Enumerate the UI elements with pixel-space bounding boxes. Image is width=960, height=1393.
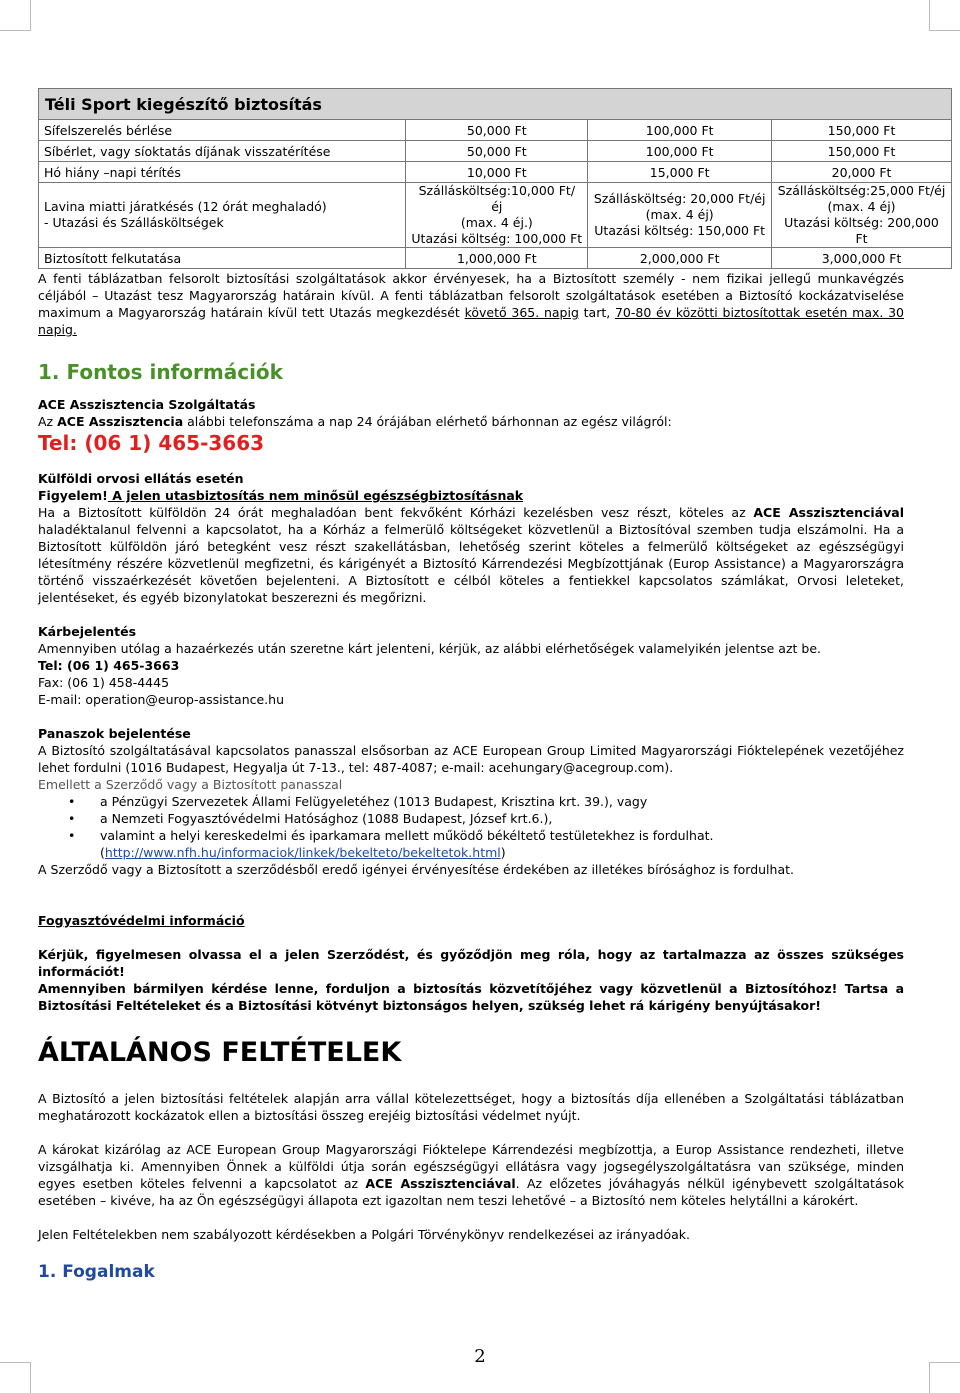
paragraph-text: Ha a Biztosított külföldön 24 órát meghaladóan bent fekvőként Kórházi kezelésben vesz részt, köteles az: [38, 505, 754, 520]
table-cell: 50,000 Ft: [406, 120, 588, 141]
table-cell: [588, 183, 772, 248]
intro-paragraph: [38, 270, 904, 338]
table-cell: 100,000 Ft: [588, 120, 772, 141]
consumer-info-p1: Kérjük, figyelmesen olvassa el a jelen Szerződést, és győződjön meg róla, hogy az tartalmazza az összes szükséges információt!: [38, 947, 904, 979]
ace-intro: [38, 413, 904, 430]
table-cell: 1,000,000 Ft: [406, 248, 588, 269]
cell-line: Utazási költség: 200,000 Ft: [784, 215, 939, 246]
row-label: [39, 183, 406, 248]
row-label: Síbérlet, vagy síoktatás díjának visszatérítése: [39, 141, 406, 162]
general-terms-heading: ÁLTALÁNOS FELTÉTELEK: [38, 1037, 402, 1068]
ace-name: ACE Asszisztenciával: [365, 1176, 516, 1191]
general-p3: Jelen Feltételekben nem szabályozott kérdésekben a Polgári Törvénykönyv rendelkezései az irányadóak.: [38, 1227, 691, 1242]
foreign-care-title: Külföldi orvosi ellátás esetén: [38, 471, 244, 486]
claim-title: Kárbejelentés: [38, 624, 137, 639]
table-title-row: [39, 89, 952, 120]
complaints-also: Emellett a Szerződő vagy a Biztosított panasszal: [38, 777, 343, 792]
table-cell: 150,000 Ft: [772, 120, 952, 141]
row-label: Hó hiány –napi térítés: [39, 162, 406, 183]
paragraph-text: A károkat kizárólag az ACE European Group Magyarországi Fióktelepe Kárrendezési megbízottja, a Europ Assistance rendezheti, illetve vizsgálhatja ki. Amennyiben Önnek a külföldi útja során egészségügyi ellátásra vagy jogsegélyszolgáltatásra van szüksége, minden egyes esetben köteles felvenni a kapcsolatot az: [38, 1142, 904, 1191]
table-title: Téli Sport kiegészítő biztosítás: [39, 89, 952, 120]
complaints-paragraph: A Biztosító szolgáltatásával kapcsolatos panasszal elsősorban az ACE European Group Limited Magyarországi Fióktelepének vezetőjéhez lehet fordulni (1016 Budapest, Hegyalja út 7-13., tel: 487-4087; e-mail: acehungary@acegroup.com).: [38, 743, 904, 775]
ace-intro-text: Az: [38, 414, 58, 429]
document-body: [38, 270, 904, 1283]
cell-line: (max. 4 éj): [645, 207, 714, 222]
table-cell: [406, 183, 588, 248]
cell-line: (max. 4 éj): [827, 199, 896, 214]
consumer-info-title: Fogyasztóvédelmi információ: [38, 913, 245, 928]
general-p2: [38, 1141, 904, 1209]
consumer-info-p2: Amennyiben bármilyen kérdése lenne, forduljon a biztosítás közvetítőjéhez vagy közvetlenül a Biztosítóhoz! Tartsa a Biztosítási Feltételeket és a Biztosítási kötvényt biztonságos helyen, szükség lehet rá kárigény benyújtásakor!: [38, 981, 904, 1013]
ace-title: ACE Asszisztencia Szolgáltatás: [38, 397, 256, 412]
insurance-table: [38, 88, 952, 269]
table-row-lavina: [39, 183, 952, 248]
complaints-list: [38, 793, 904, 861]
intro-underline-1: követő 365. napig: [464, 305, 579, 320]
table-cell: 2,000,000 Ft: [588, 248, 772, 269]
cell-line: (max. 4 éj.): [460, 215, 533, 230]
ace-name: ACE Asszisztencia: [57, 414, 184, 429]
section-heading-important: 1. Fontos információk: [38, 360, 283, 384]
lavina-label-line2: - Utazási és Szállásköltségek: [44, 215, 224, 230]
ace-name: ACE Asszisztenciával: [753, 505, 905, 520]
table-cell: 20,000 Ft: [772, 162, 952, 183]
ace-intro-text-2: alábbi telefonszáma a nap 24 órájában elérhető bárhonnan az egész világról:: [183, 414, 672, 429]
link-paren: (: [100, 845, 105, 860]
link-paren: ): [500, 845, 506, 860]
paragraph-text: . Az előzetes jóváhagyás nélkül igénybevett szolgáltatások esetében – kivéve, ha az Ön egészségügyi állapota ezt igazoltan nem teszi lehetővé – a Biztosító nem köteles helytállni a károkért.: [38, 1176, 905, 1208]
list-item-text: valamint a helyi kereskedelmi és iparkamara mellett működő békéltető testületekhez is fordulhat.: [100, 828, 714, 843]
definitions-heading: 1. Fogalmak: [38, 1262, 155, 1282]
table-cell: 10,000 Ft: [406, 162, 588, 183]
page-number: 2: [474, 1346, 486, 1367]
cell-line: Utazási költség: 100,000 Ft: [411, 231, 583, 246]
table-row: [39, 162, 952, 183]
table-cell: 3,000,000 Ft: [772, 248, 952, 269]
emergency-phone: Tel: (06 1) 465-3663: [38, 431, 265, 455]
claim-phone: Tel: (06 1) 465-3663: [38, 658, 180, 673]
intro-text: A fenti táblázatban felsorolt biztosítási szolgáltatások akkor érvényesek, ha a Biztosított személy - nem fizikai jellegű munkavégzés céljából – Utazást tesz Magyarország határain kívül. A fenti táblázatban felsorolt szolgáltatások esetében a Biztosító kockázatviselése maximum a Magyarország határain kívül tett Utazás megkezdését: [38, 271, 904, 320]
table-cell: 100,000 Ft: [588, 141, 772, 162]
cell-line: Szállásköltség: 20,000 Ft/éj: [593, 191, 766, 206]
complaints-court: A Szerződő vagy a Biztosított a szerződésből eredő igényei érvényesítése érdekében az illetékes bírósághoz is fordulhat.: [38, 862, 794, 877]
paragraph-text: haladéktalanul felvenni a kapcsolatot, ha a Kórház a felmerülő költségeket közvetlenül a Biztosítóval szemben tudja elszámolni. Ha a Biztosított külföldön járó betegként vesz részt szakellátásban, lehetőség szerint köteles a felmerülő költségeket az egészségügyi létesítmény részére közvetlenül megfizetni, és kárigényét a Biztosító Kárrendezési Megbízottjának (Europ Assistance) a Magyarországra történő visszaérkezését követően bejelenteni. A Biztosított e célból köteles a fentiekkel kapcsolatos számlákat, Orvosi leleteket, jelentéseket, és egyéb bizonylatokat beszerezni és megőrizni.: [38, 522, 904, 605]
intro-text-mid: tart,: [578, 305, 615, 320]
claim-fax: Fax: (06 1) 458-4445: [38, 675, 170, 690]
table-cell: [772, 183, 952, 248]
cell-line: Szállásköltség:25,000 Ft/éj: [777, 183, 946, 198]
nfh-link[interactable]: http://www.nfh.hu/informaciok/linkek/bekelteto/bekeltetok.html: [104, 845, 501, 860]
general-p1: A Biztosító a jelen biztosítási feltételek alapján arra vállal kötelezettséget, hogy a biztosítás díja ellenében a Szolgáltatási táblázatban meghatározott kockázatok ellen a biztosítási összeg erejéig biztosítási védelmet nyújt.: [38, 1091, 904, 1123]
crop-mark-top-right: [929, 0, 960, 31]
crop-mark-top-left: [0, 0, 31, 31]
warning-line: [38, 487, 904, 504]
list-item: • a Nemzeti Fogyasztóvédelmi Hatósághoz (1088 Budapest, József krt.6.),: [100, 810, 904, 827]
table-cell: 150,000 Ft: [772, 141, 952, 162]
warning-text: A jelen utasbiztosítás nem minősül egészségbiztosításnak: [107, 488, 524, 503]
table-cell: 50,000 Ft: [406, 141, 588, 162]
cell-line: Utazási költség: 150,000 Ft: [594, 223, 766, 238]
lavina-label-line1: Lavina miatti járatkésés (12 órát meghaladó): [44, 199, 327, 214]
table-cell: 15,000 Ft: [588, 162, 772, 183]
warning-label: Figyelem!: [38, 488, 108, 503]
cell-line: Szállásköltség:10,000 Ft/ éj: [418, 183, 576, 214]
list-item: • a Pénzügyi Szervezetek Állami Felügyeletéhez (1013 Budapest, Krisztina krt. 39.), vagy: [100, 793, 904, 810]
list-item: [100, 827, 904, 861]
row-label: Sífelszerelés bérlése: [39, 120, 406, 141]
claim-paragraph: Amennyiben utólag a hazaérkezés után szeretne kárt jelenteni, kérjük, az alábbi elérhetőségek valamelyikén jelentse azt be.: [38, 641, 821, 656]
table-row: [39, 120, 952, 141]
foreign-care-paragraph: [38, 504, 904, 606]
intro-underline-2: 70-80 év közötti biztosítottak esetén max. 30 napig.: [38, 305, 904, 337]
table-row: [39, 248, 952, 269]
complaints-title: Panaszok bejelentése: [38, 726, 191, 741]
claim-email: E-mail: operation@europ-assistance.hu: [38, 692, 284, 707]
row-label: Biztosított felkutatása: [39, 248, 406, 269]
table-row: [39, 141, 952, 162]
